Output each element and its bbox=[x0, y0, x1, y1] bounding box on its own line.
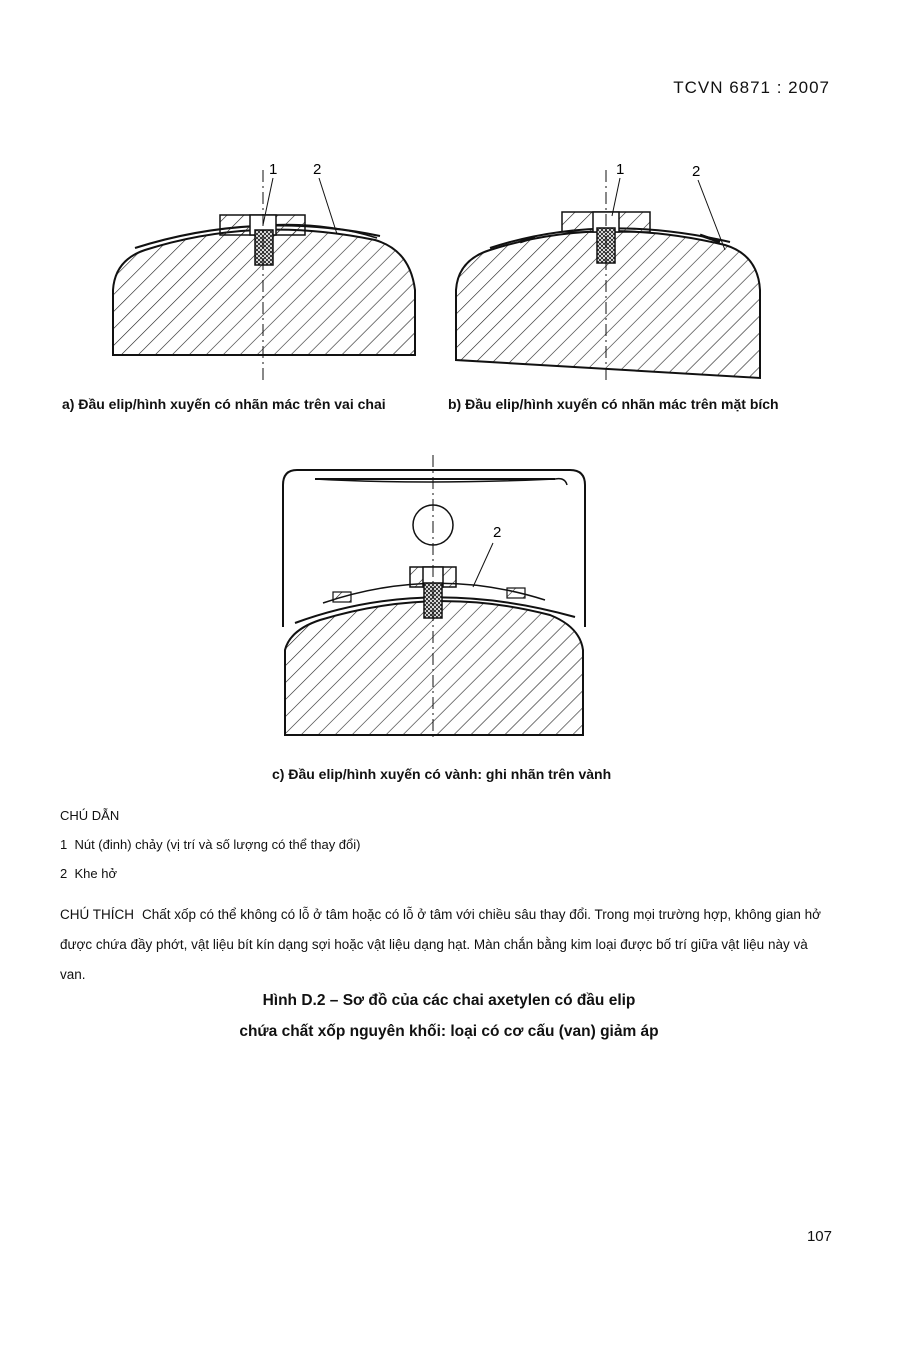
figure-a-mark-2: 2 bbox=[313, 161, 322, 178]
figure-a-mark-1: 1 bbox=[269, 161, 278, 178]
note-paragraph bbox=[60, 900, 835, 990]
figure-title-line-1: Hình D.2 – Sơ đồ của các chai axetylen có đầu elip bbox=[262, 992, 636, 1009]
note-label: CHÚ THÍCH bbox=[60, 907, 134, 922]
figure-c-diagram bbox=[275, 455, 595, 740]
note-text: Chất xốp có thể không có lỗ ở tâm hoặc có lỗ ở tâm với chiều sâu thay đổi. Trong mọi trường hợp, không gian hở được chứa đầy phớt, vật liệu bít kín dạng sợi hoặc vật liệu dạng hạt. Màn chắn bằng kim loại được bố trí giữa vật liệu này và van. bbox=[60, 907, 822, 982]
legend-item bbox=[60, 866, 117, 881]
figure-b-mark-1: 1 bbox=[616, 161, 625, 178]
figure-b-diagram bbox=[450, 150, 770, 380]
figure-c-mark-2: 2 bbox=[493, 524, 502, 541]
figure-a-caption: a) Đầu elip/hình xuyến có nhãn mác trên vai chai bbox=[62, 396, 386, 412]
legend-item-text: Nút (đinh) chảy (vị trí và số lượng có thể thay đổi) bbox=[74, 837, 361, 852]
figure-b-caption: b) Đầu elip/hình xuyến có nhãn mác trên mặt bích bbox=[448, 396, 779, 412]
legend-item bbox=[60, 837, 360, 852]
legend-item-number: 1 bbox=[60, 837, 68, 852]
figure-b-mark-2: 2 bbox=[692, 163, 701, 180]
standard-code: TCVN 6871 : 2007 bbox=[673, 78, 830, 97]
legend-title: CHÚ DẪN bbox=[60, 808, 120, 823]
page-number: 107 bbox=[806, 1228, 832, 1245]
figure-a-diagram bbox=[105, 150, 425, 380]
legend-item-number: 2 bbox=[60, 866, 68, 881]
figure-title-line-2: chứa chất xốp nguyên khối: loại có cơ cấu (van) giảm áp bbox=[239, 1023, 659, 1040]
figure-c-caption: c) Đầu elip/hình xuyến có vành: ghi nhãn trên vành bbox=[272, 766, 612, 782]
legend-item-text: Khe hở bbox=[74, 866, 117, 881]
